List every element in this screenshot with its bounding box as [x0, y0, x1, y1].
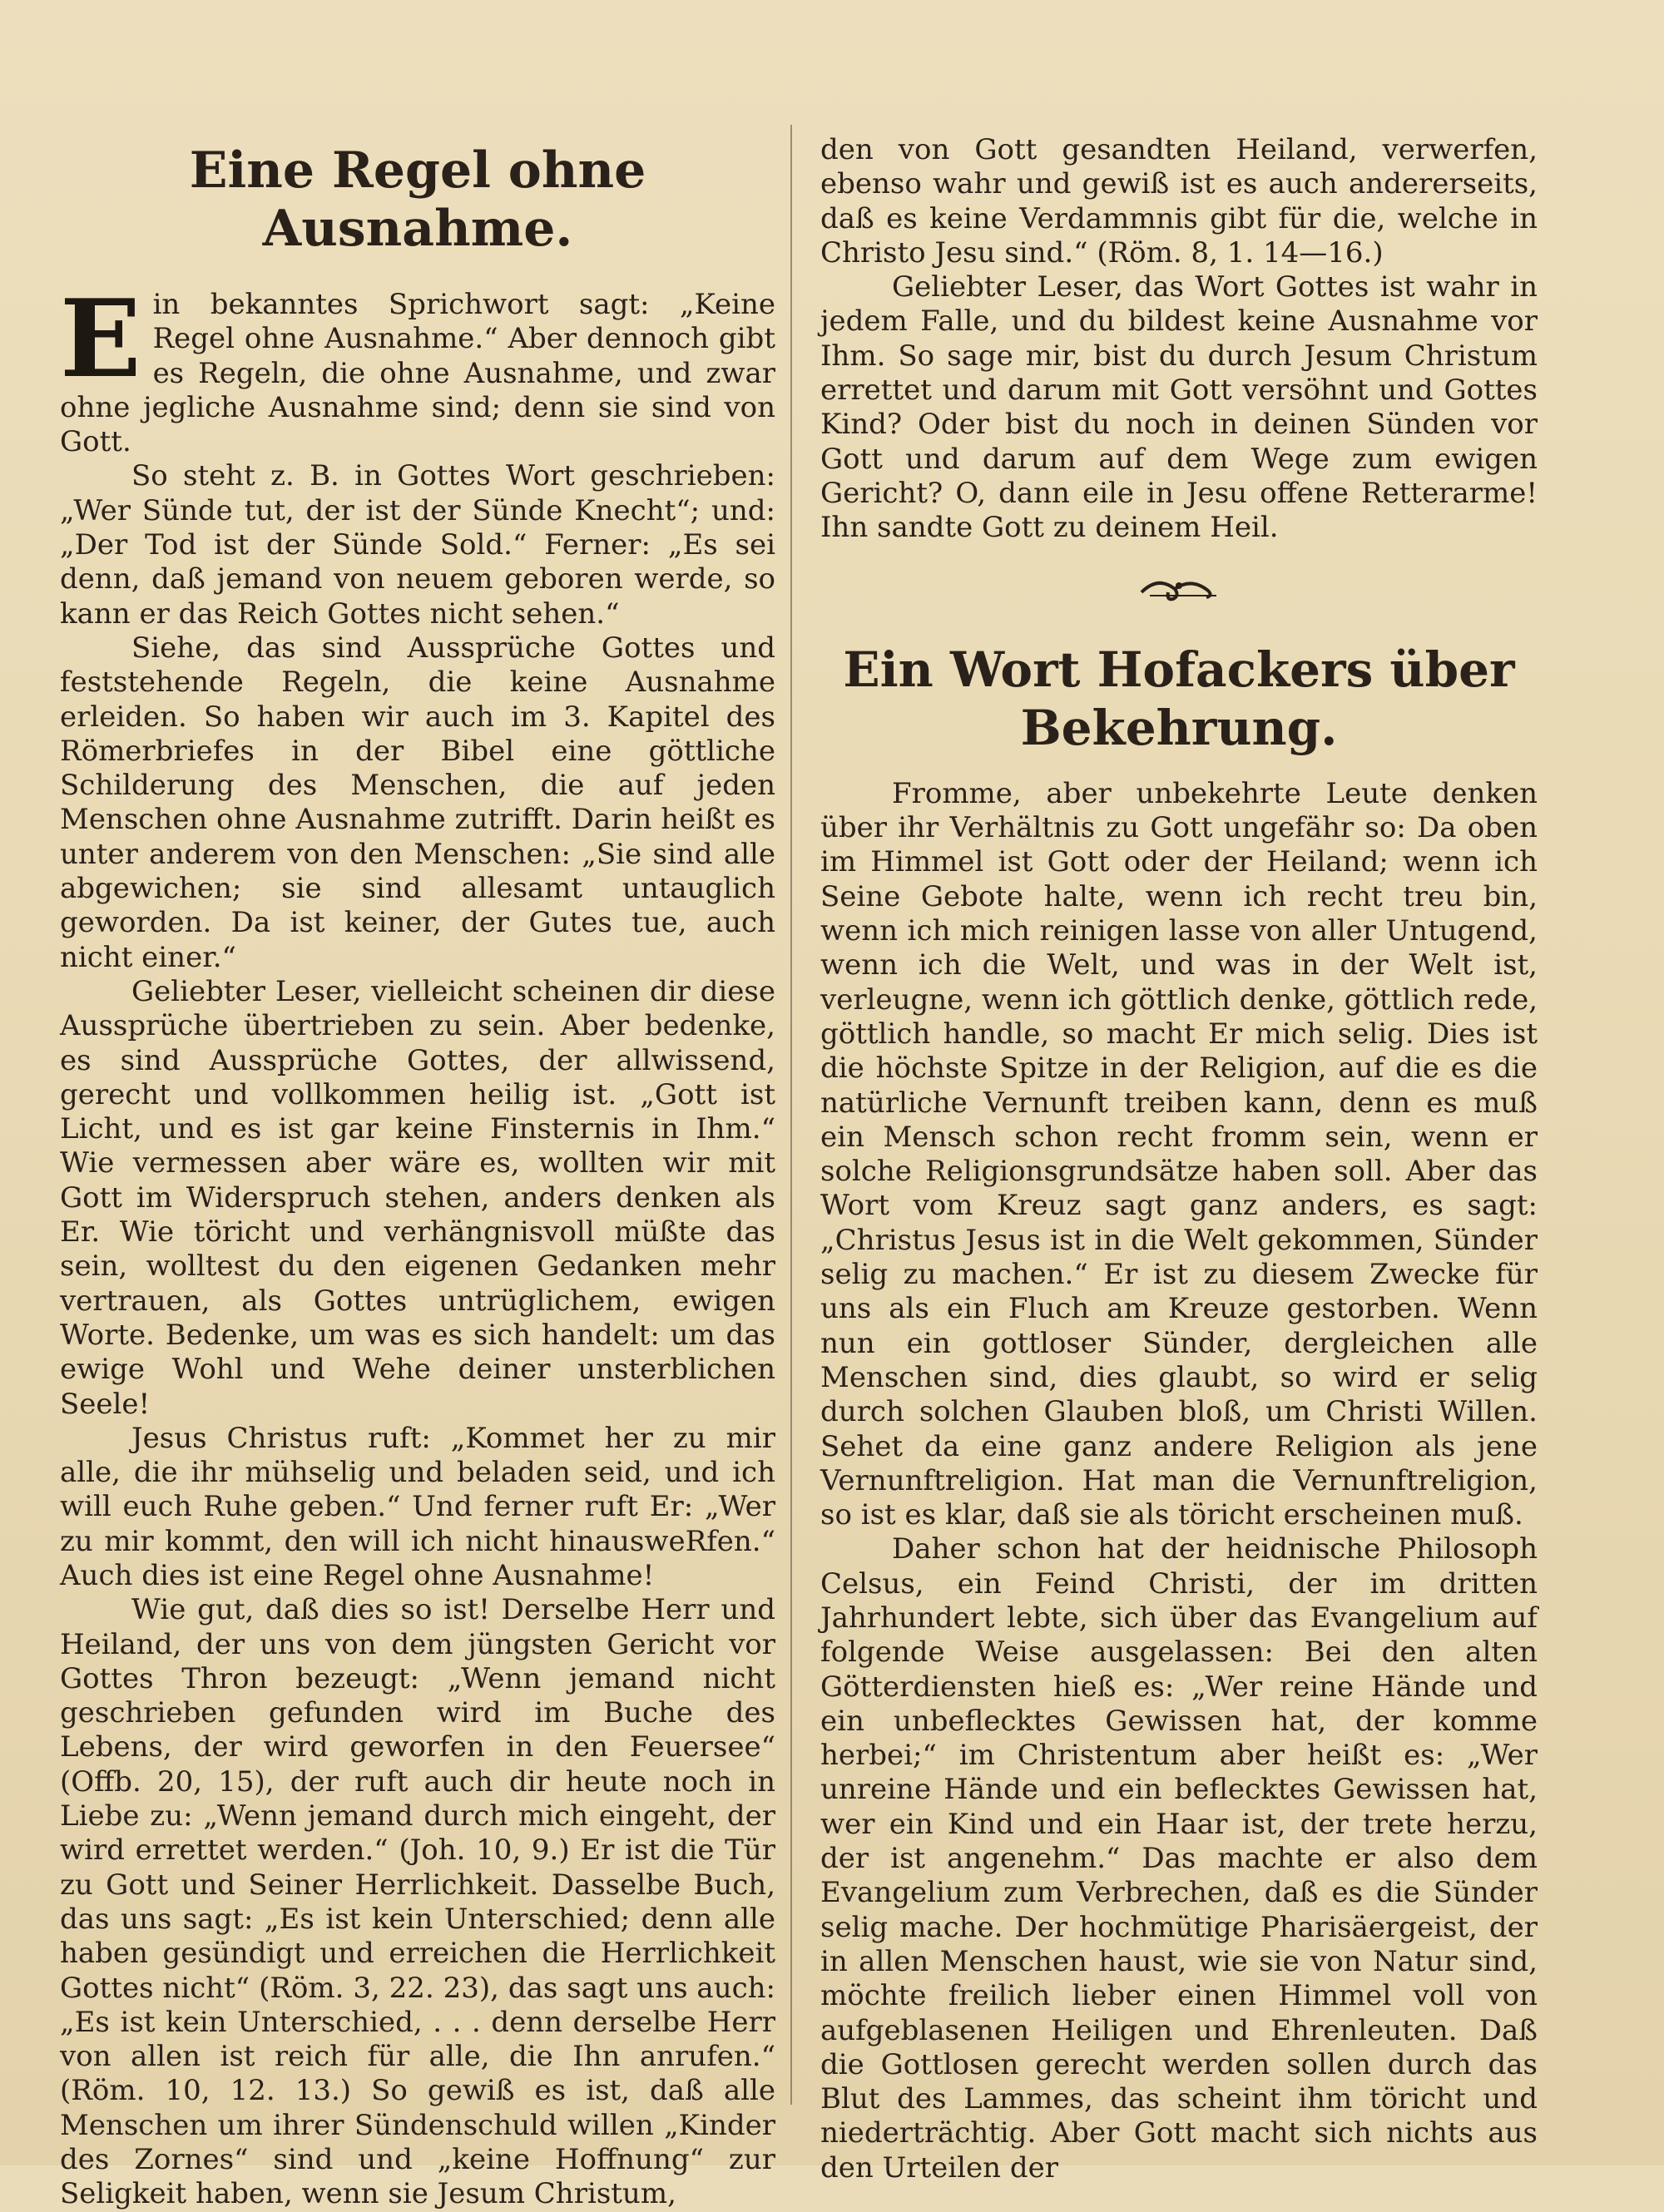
- article2-paragraph: Fromme, aber unbekehrte Leute denken über ihr Verhältnis zu Gott ungefähr so: Da oben im Himmel ist Gott oder der Heiland; wenn ich Seine Gebote halte, wenn ich recht treu bin, wenn ich mich reinigen lasse von aller Untugend, wenn ich die Welt, und was in der Welt ist, verleugne, wenn ich göttlich denke, göttlich rede, göttlich handle, so macht Er mich selig. Dies ist die höchste Spitze in der Religion, auf die es die natürliche Vernunft treiben kann, denn es muß ein Mensch schon recht fromm sein, wenn er solche Religionsgrundsätze haben soll. Aber das Wort vom Kreuz sagt ganz anders, es sagt: „Christus Jesus ist in die Welt gekommen, Sünder selig zu machen.“ Er ist zu diesem Zwecke für uns als ein Fluch am Kreuze gestorben. Wenn nun ein gottloser Sünder, dergleichen alle Menschen sind, dies glaubt, so wird er selig durch solchen Glauben bloß, um Christi Willen. Sehet da eine ganz andere Religion als jene Vernunftreligion. Hat man die Vernunftreligion, so ist es klar, daß sie als töricht erscheinen muß.: [820, 776, 1538, 1532]
- article1-paragraph: Wie gut, daß dies so ist! Derselbe Herr und Heiland, der uns von dem jüngsten Gericht vor Gottes Thron bezeugt: „Wenn jemand nicht geschrieben gefunden wird im Buche des Lebens, der wird geworfen in den Feuersee“ (Offb. 20, 15), der ruft auch dir heute noch in Liebe zu: „Wenn jemand durch mich eingeht, der wird errettet werden.“ (Joh. 10, 9.) Er ist die Tür zu Gott und Seiner Herrlichkeit. Dasselbe Buch, das uns sagt: „Es ist kein Unterschied; denn alle haben gesündigt und erreichen die Herrlichkeit Gottes nicht“ (Röm. 3, 22. 23), das sagt uns auch: „Es ist kein Unterschied, . . . denn derselbe Herr von allen ist reich für alle, die Ihn anrufen.“ (Röm. 10, 12. 13.) So gewiß es ist, daß alle Menschen um ihrer Sündenschuld willen „Kinder des Zornes“ sind und „keine Hoffnung“ zur Seligkeit haben, wenn sie Jesum Christum,: [60, 1593, 775, 2211]
- left-column: [60, 125, 775, 2212]
- article1-paragraph: Geliebter Leser, vielleicht scheinen dir diese Aussprüche übertrieben zu sein. Aber bedenke, es sind Aussprüche Gottes, der allwissend, gerecht und vollkommen heilig ist. „Gott ist Licht, und es ist gar keine Finsternis in Ihm.“ Wie vermessen aber wäre es, wollten wir mit Gott im Widerspruch stehen, anders denken als Er. Wie töricht und verhängnisvoll müßte das sein, wolltest du den eigenen Gedanken mehr vertrauen, als Gottes untrüglichem, ewigen Worte. Bedenke, um was es sich handelt: um das ewige Wohl und Wehe deiner unsterblichen Seele!: [60, 974, 775, 1421]
- article1-continuation: den von Gott gesandten Heiland, verwerfen, ebenso wahr und gewiß ist es auch andererseits, daß es keine Verdammnis gibt für die, welche in Christo Jesu sind.“ (Röm. 8, 1. 14—16.): [820, 133, 1538, 270]
- dropcap: E: [60, 277, 141, 402]
- section-ornament: [820, 571, 1538, 616]
- article1-paragraph: So steht z. B. in Gottes Wort geschrieben: „Wer Sünde tut, der ist der Sünde Knecht“; und: „Der Tod ist der Sünde Sold.“ Ferner: „Es sei denn, daß jemand von neuem geboren werde, so kann er das Reich Gottes nicht sehen.“: [60, 459, 775, 631]
- article2-paragraph: Daher schon hat der heidnische Philosoph Celsus, ein Feind Christi, der im dritten Jahrhundert lebte, sich über das Evangelium auf folgende Weise ausgelassen: Bei den alten Götterdiensten hieß es: „Wer reine Hände und ein unbeflecktes Gewissen hat, der komme herbei;“ im Christentum aber heißt es: „Wer unreine Hände und ein beflecktes Gewissen hat, wer ein Kind und ein Haar ist, der trete herzu, der ist angenehm.“ Das machte er also dem Evangelium zum Verbrechen, daß es die Sünder selig mache. Der hochmütige Pharisäergeist, der in allen Menschen haust, wie sie von Natur sind, möchte freilich lieber einen Himmel voll von aufgeblasenen Heiligen und Ehrenleuten. Daß die Gottlosen gerecht werden sollen durch das Blut des Lammes, das scheint ihm töricht und niederträchtig. Aber Gott macht sich nichts aus den Urteilen der: [820, 1532, 1538, 2185]
- article1-continuation: Geliebter Leser, das Wort Gottes ist wahr in jedem Falle, und du bildest keine Ausnahme vor Ihm. So sage mir, bist du durch Jesum Christum errettet und darum mit Gott versöhnt und Gottes Kind? Oder bist du noch in deinen Sünden vor Gott und darum auf dem Wege zum ewigen Gericht? O, dann eile in Jesu offene Retterarme! Ihn sandte Gott zu deinem Heil.: [820, 270, 1538, 545]
- article1-paragraph: [60, 277, 775, 459]
- article1-title: Eine Regel ohne Ausnahme.: [189, 141, 646, 258]
- right-column: [820, 133, 1538, 2185]
- article1-paragraph: Jesus Christus ruft: „Kommet her zu mir alle, die ihr mühselig und beladen seid, und ich will euch Ruhe geben.“ Und ferner ruft Er: „Wer zu mir kommt, den will ich nicht hinausweRfen.“ Auch dies ist eine Regel ohne Ausnahme!: [60, 1421, 775, 1592]
- ornament-icon: [1133, 571, 1225, 607]
- article1-paragraph: Siehe, das sind Aussprüche Gottes und feststehende Regeln, die keine Ausnahme erleiden. So haben wir auch im 3. Kapitel des Römerbriefes in der Bibel eine göttliche Schilderung des Menschen, die auf jeden Menschen ohne Ausnahme zutrifft. Darin heißt es unter anderem von den Menschen: „Sie sind alle abgewichen; sie sind allesamt untauglich geworden. Da ist keiner, der Gutes tue, auch nicht einer.“: [60, 631, 775, 974]
- article2-title: Ein Wort Hofackers über Bekehrung.: [843, 641, 1515, 756]
- column-divider: [790, 125, 792, 2105]
- article1-paragraph-text: in bekanntes Sprichwort sagt: „Keine Regel ohne Ausnahme.“ Aber dennoch gibt es Regeln, die ohne Ausnahme, und zwar ohne jegliche Ausnahme sind; denn sie sind von Gott.: [60, 288, 775, 459]
